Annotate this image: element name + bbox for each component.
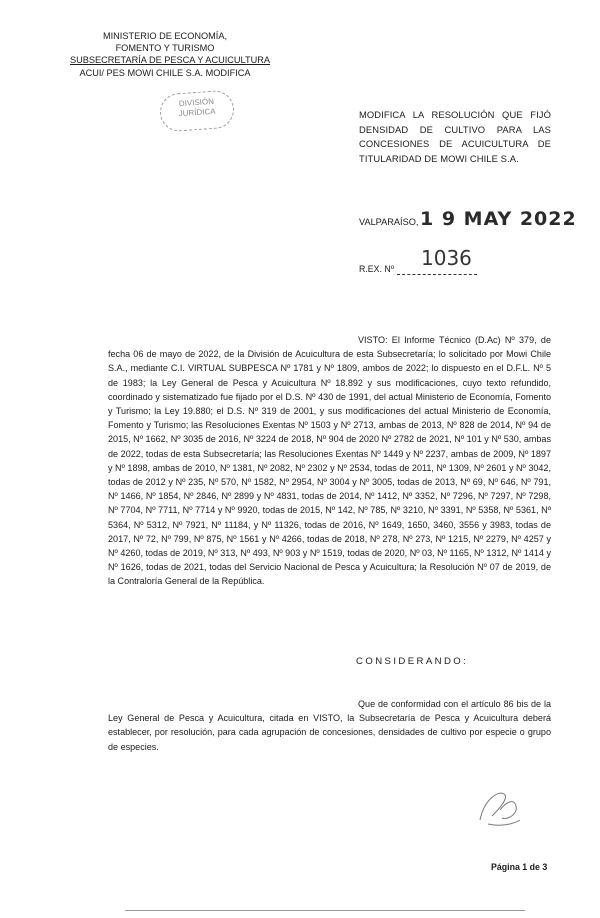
letterhead-subsecretaria: SUBSECRETARÍA DE PESCA Y ACUICULTURA	[70, 55, 270, 66]
initials-signature	[470, 780, 530, 835]
considerando-paragraph	[108, 697, 551, 754]
rex-number: 1036	[421, 246, 472, 270]
letterhead	[70, 30, 270, 79]
date-stamp: 1 9 MAY 2022	[420, 208, 577, 230]
resolution-number	[359, 246, 479, 282]
resolution-subject: MODIFICA LA RESOLUCIÓN QUE FIJÓ DENSIDAD DE CULTIVO PARA LAS CONCESIONES DE ACUICULTURA DE TITULARIDAD DE MOWI CHILE S.A.	[359, 109, 551, 164]
stamp-line-2: JURÍDICA	[178, 106, 216, 119]
rex-blank-line	[397, 274, 477, 275]
considerando-heading: CONSIDERANDO:	[356, 656, 469, 667]
visto-text: VISTO: El Informe Técnico (D.Ac) Nº 379, de fecha 06 de mayo de 2022, de la División de Acuicultura de esta Subsecretaría; lo solicitado por Mowi Chile S.A., mediante C.I. VIRTUAL SUBPESCA Nº 1781 y Nº 1809, ambos de 2022; lo dispuesto en el D.F.L. Nº 5 de 1983; la Ley General de Pesca y Acuicultura Nº 18.892 y sus modificaciones, cuyo texto refundido, coordinado y sistematizado fue fijado por el D.S. Nº 430 de 1991, del actual Ministerio de Economía, Fomento y Turismo; la Ley 19.880; el D.S. Nº 319 de 2001, y sus modificaciones del actual Ministerio de Economía, Fomento y Turismo; las Resoluciones Exentas Nº 1503 y Nº 2713, ambas de 2013, Nº 828 de 2014, Nº 94 de 2015, Nº 1662, Nº 3035 de 2016, Nº 3224 de 2018, Nº 904 de 2020 Nº 2782 de 2021, Nº 101 y Nº 530, ambas de 2022, todas de esta Subsecretaría; las Resoluciones Exentas Nº 1449 y Nº 2237, ambas de 2009, Nº 1897 y Nº 1898, ambas de 2010, Nº 1381, Nº 2082, Nº 2302 y Nº 2534, todas de 2011, Nº 1309, Nº 2601 y Nº 3042, todas de 2012 y Nº 235, Nº 570, Nº 1582, Nº 2954, Nº 3004 y Nº 3005, todas de 2013, Nº 69, Nº 646, Nº 791, Nº 1466, Nº 1854, Nº 2846, Nº 2899 y Nº 4831, todas de 2014, Nº 1412, Nº 3352, Nº 7296, Nº 7297, Nº 7298, Nº 7704, Nº 7711, Nº 7714 y Nº 9920, todas de 2015, Nº 142, Nº 785, Nº 3210, Nº 3391, Nº 5358, Nº 5361, Nº 5364, Nº 5312, Nº 7921, Nº 11184, y Nº 11326, todas de 2016, Nº 1649, 1650, 3460, 3556 y 3983, todas de 2017, Nº 72, Nº 799, Nº 875, Nº 1561 y Nº 4266, todas de 2018, Nº 278, Nº 273, Nº 1215, Nº 2279, Nº 4257 y Nº 4260, todas de 2019, Nº 313, Nº 493, Nº 903 y Nº 1519, todas de 2020, Nº 03, Nº 1165, Nº 1312, Nº 1414 y Nº 1626, todas de 2021, todas del Servicio Nacional de Pesca y Acuicultura; la Resolución Nº 07 de 2019, de la Contraloría General de la República.	[108, 335, 551, 587]
considerando-text: Que de conformidad con el artículo 86 bis de la Ley General de Pesca y Acuicultura, citada en VISTO, la Subsecretaría de Pesca y Acuicultura deberá establecer, por resolución, para cada agrupación de concesiones, densidades de cultivo por especie o grupo de especies.	[108, 699, 551, 752]
page-number: Página 1 de 3	[491, 862, 548, 872]
letterhead-ministry-sub: FOMENTO Y TURISMO	[115, 43, 215, 54]
rex-label: R.EX. Nº	[359, 264, 394, 274]
date-place: VALPARAÍSO,	[359, 217, 419, 227]
visto-paragraph	[108, 333, 551, 589]
letterhead-reference: ACUI/ PES MOWI CHILE S.A. MODIFICA	[79, 67, 251, 78]
letterhead-ministry: MINISTERIO DE ECONOMÍA,	[102, 31, 228, 41]
bottom-rule	[125, 910, 525, 911]
division-stamp	[159, 89, 235, 132]
stamp-line-1: DIVISIÓN	[178, 96, 215, 109]
